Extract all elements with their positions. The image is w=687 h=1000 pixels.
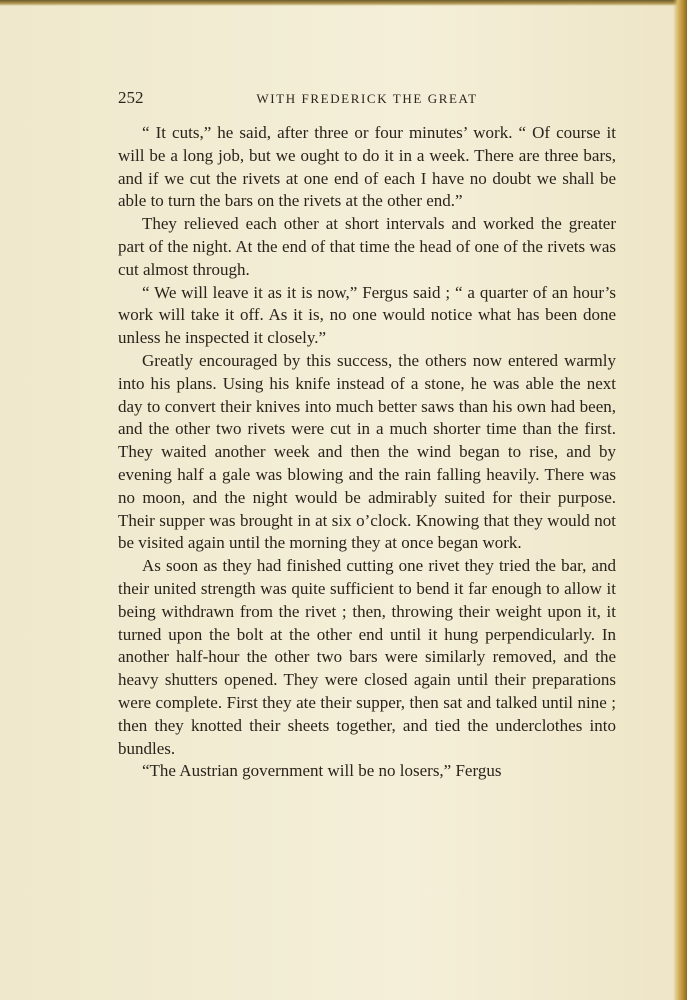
paragraph: “ We will leave it as it is now,” Fergus said ; “ a quarter of an hour’s work will take it off. As it is, no one would notice what has been done unless he inspected it closely.” bbox=[118, 282, 616, 348]
paragraph: They relieved each other at short intervals and worked the greater part of the night. At the end of that time the head of one of the rivets was cut almost through. bbox=[118, 214, 616, 279]
body-text bbox=[118, 122, 616, 783]
running-title: WITH FREDERICK THE GREAT bbox=[256, 91, 478, 106]
page-top-edge bbox=[0, 0, 687, 6]
paragraph: “ It cuts,” he said, after three or four minutes’ work. “ Of course it will be a long job, but we ought to do it in a week. There are three bars, and if we cut the rivets at one end of each I have no doubt we shall be able to turn the bars on the rivets at the other end.” bbox=[118, 123, 616, 211]
page-number: 252 bbox=[118, 88, 144, 107]
paragraph: “The Austrian government will be no losers,” Fergus bbox=[142, 761, 502, 781]
paragraph: As soon as they had finished cutting one rivet they tried the bar, and their united strength was quite sufficient to bend it far enough to allow it being withdrawn from the rivet ; then, throwing their weight upon it, it turned upon the bolt at the other end until it hung perpendicularly. In another half-hour the other two bars were similarly removed, and the heavy shutters opened. They were closed again until their preparations were complete. First they ate their supper, then sat and talked until nine ; then they knotted their sheets together, and tied the underclothes into bundles. bbox=[118, 556, 616, 758]
page-right-edge bbox=[673, 0, 687, 1000]
paragraph: Greatly encouraged by this success, the others now entered warmly into his plans. Using his knife instead of a stone, he was able the next day to convert their knives into much better saws than his own had been, and the other two rivets were cut in a much shorter time than the first. They waited another week and then the wind began to rise, and by evening half a gale was blowing and the rain falling heavily. There was no moon, and the night would be admirably suited for their purpose. Their supper was brought in at six o’clock. Knowing that they would not be visited again until the morning they at once began work. bbox=[118, 350, 616, 553]
running-header bbox=[118, 88, 616, 110]
